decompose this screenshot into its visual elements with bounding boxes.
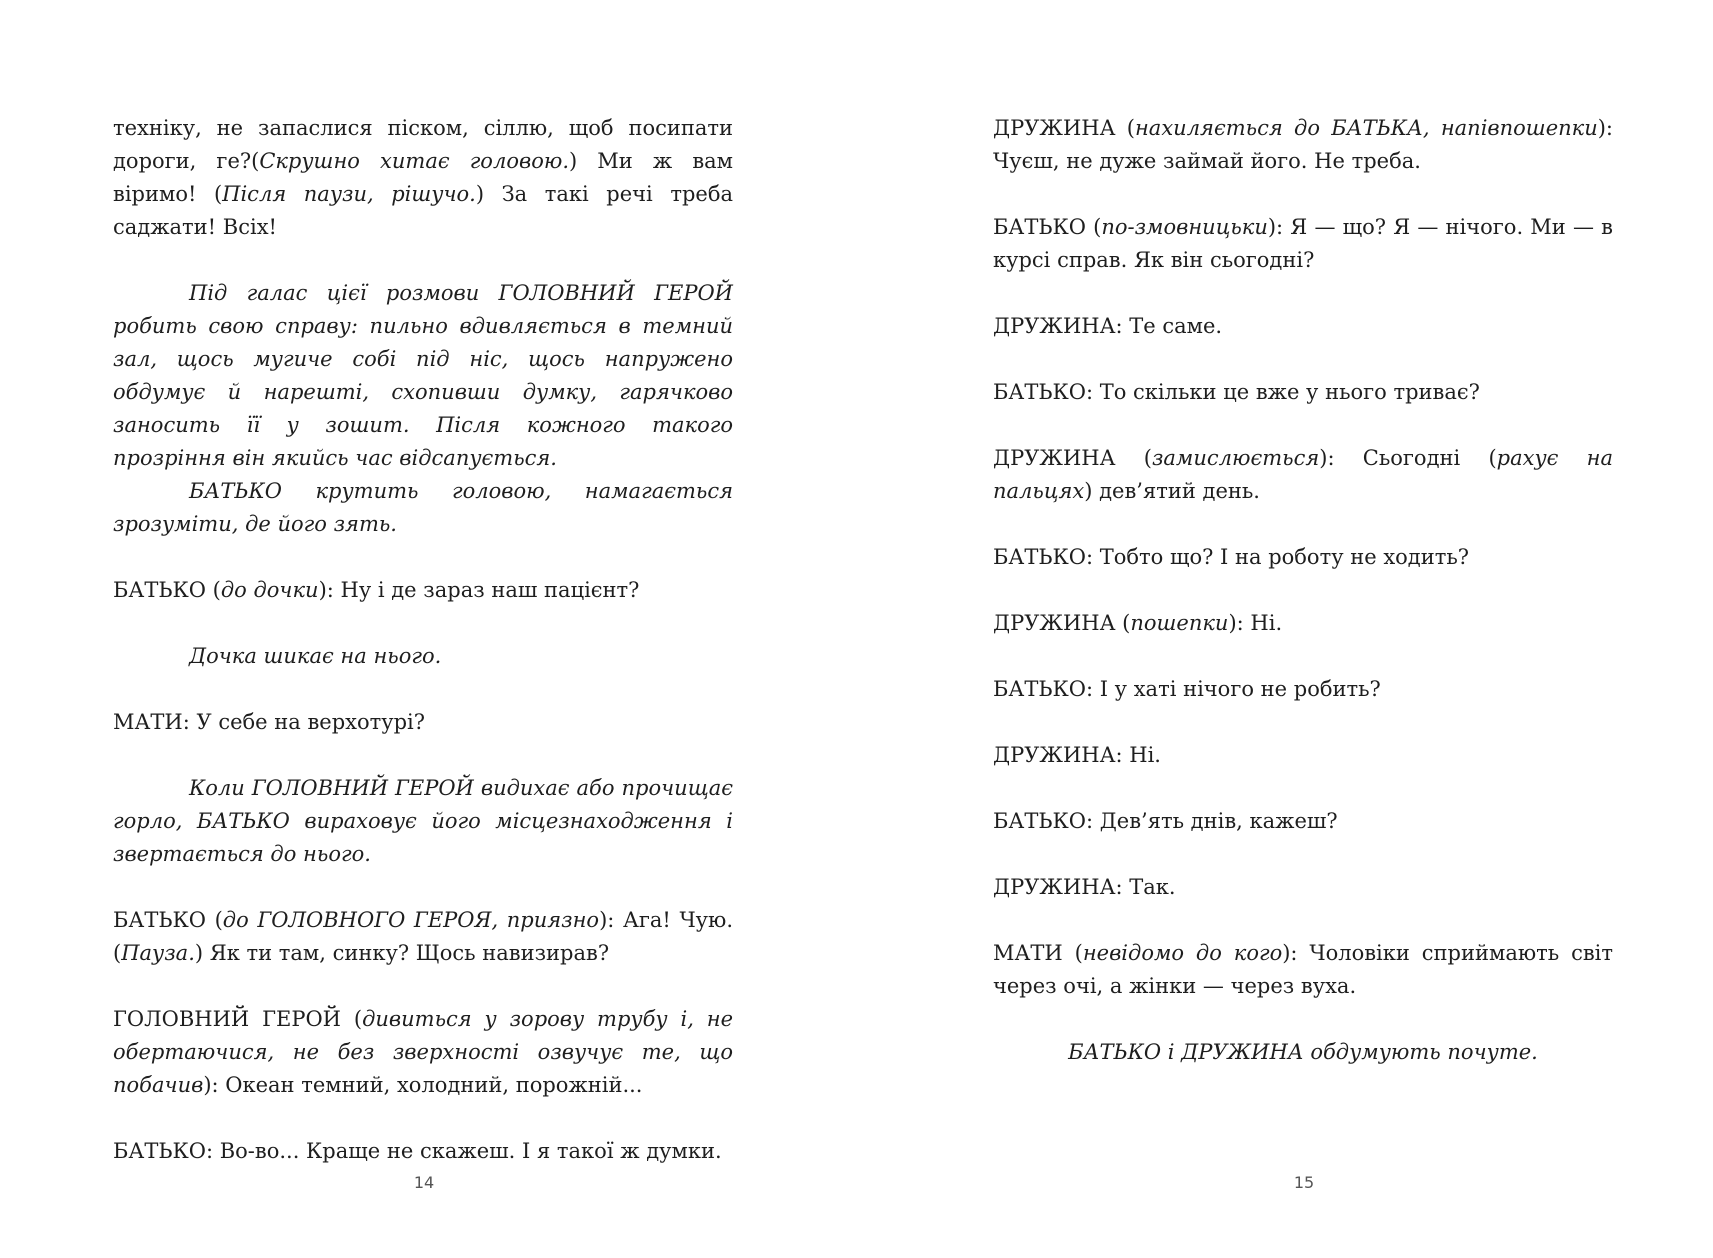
dialogue-line: ДРУЖИНА: Так.	[993, 875, 1176, 899]
dialogue-line: ДРУЖИНА (пошепки): Ні.	[993, 611, 1283, 635]
paragraph: техніку, не запаслися піском, сіллю, щоб посипати дороги, ге?(Скрушно хитає головою.) Ми ж вам віримо! (Після паузи, рішучо.) За такі речі треба саджати! Всіх!	[113, 116, 733, 239]
left-page	[113, 112, 733, 1168]
stage-direction: Під галас цієї розмови ГОЛОВНИЙ ГЕРОЙ робить свою справу: пильно вдивляється в темний зал, щось мугиче собі під ніс, щось напружено обдумує й нарешті, схопивши думку, гарячково заносить її у зошит. Після кожного такого прозріння він якийсь час відсапується.	[113, 281, 733, 470]
stage-direction: Коли ГОЛОВНИЙ ГЕРОЙ видихає або прочищає горло, БАТЬКО вираховує його місцезнаходження і звертається до нього.	[113, 776, 733, 866]
dialogue-line: ДРУЖИНА (замислюється): Сьогодні (рахує на пальцях) дев’ятий день.	[993, 446, 1614, 503]
dialogue-line: БАТЬКО (до ГОЛОВНОГО ГЕРОЯ, приязно): Ага! Чую. (Пауза.) Як ти там, синку? Щось навизирав?	[113, 908, 733, 965]
dialogue-line: МАТИ: У себе на верхотурі?	[113, 710, 426, 734]
dialogue-line: БАТЬКО (до дочки): Ну і де зараз наш пацієнт?	[113, 578, 640, 602]
page-number-left: 14	[413, 1173, 435, 1192]
dialogue-line: БАТЬКО (по-змовницьки): Я — що? Я — нічого. Ми — в курсі справ. Як він сьогодні?	[993, 215, 1613, 272]
dialogue-line: БАТЬКО: Тобто що? І на роботу не ходить?	[993, 545, 1470, 569]
dialogue-line: БАТЬКО: То скільки це вже у нього триває?	[993, 380, 1480, 404]
dialogue-line: БАТЬКО: Во-во... Краще не скажеш. І я такої ж думки.	[113, 1139, 722, 1163]
stage-direction: БАТЬКО і ДРУЖИНА обдумують почуте.	[1068, 1040, 1538, 1064]
dialogue-line: МАТИ (невідомо до кого): Чоловіки сприймають світ через очі, а жінки — через вуха.	[993, 941, 1613, 998]
dialogue-line: БАТЬКО: І у хаті нічого не робить?	[993, 677, 1381, 701]
dialogue-line: ДРУЖИНА: Те саме.	[993, 314, 1223, 338]
dialogue-line: ДРУЖИНА (нахиляється до БАТЬКА, напівпошепки): Чуєш, не дуже займай його. Не треба.	[993, 116, 1613, 173]
page-number-right: 15	[1293, 1173, 1315, 1192]
stage-direction: БАТЬКО крутить головою, намагається зрозуміти, де його зять.	[113, 479, 733, 536]
dialogue-line: БАТЬКО: Дев’ять днів, кажеш?	[993, 809, 1338, 833]
stage-direction: Дочка шикає на нього.	[189, 644, 442, 668]
dialogue-line: ДРУЖИНА: Ні.	[993, 743, 1161, 767]
right-page	[993, 112, 1613, 1069]
dialogue-line: ГОЛОВНИЙ ГЕРОЙ (дивиться у зорову трубу і, не обертаючися, не без зверхності озвучує те, що побачив): Океан темний, холодний, порожній...	[113, 1007, 733, 1097]
